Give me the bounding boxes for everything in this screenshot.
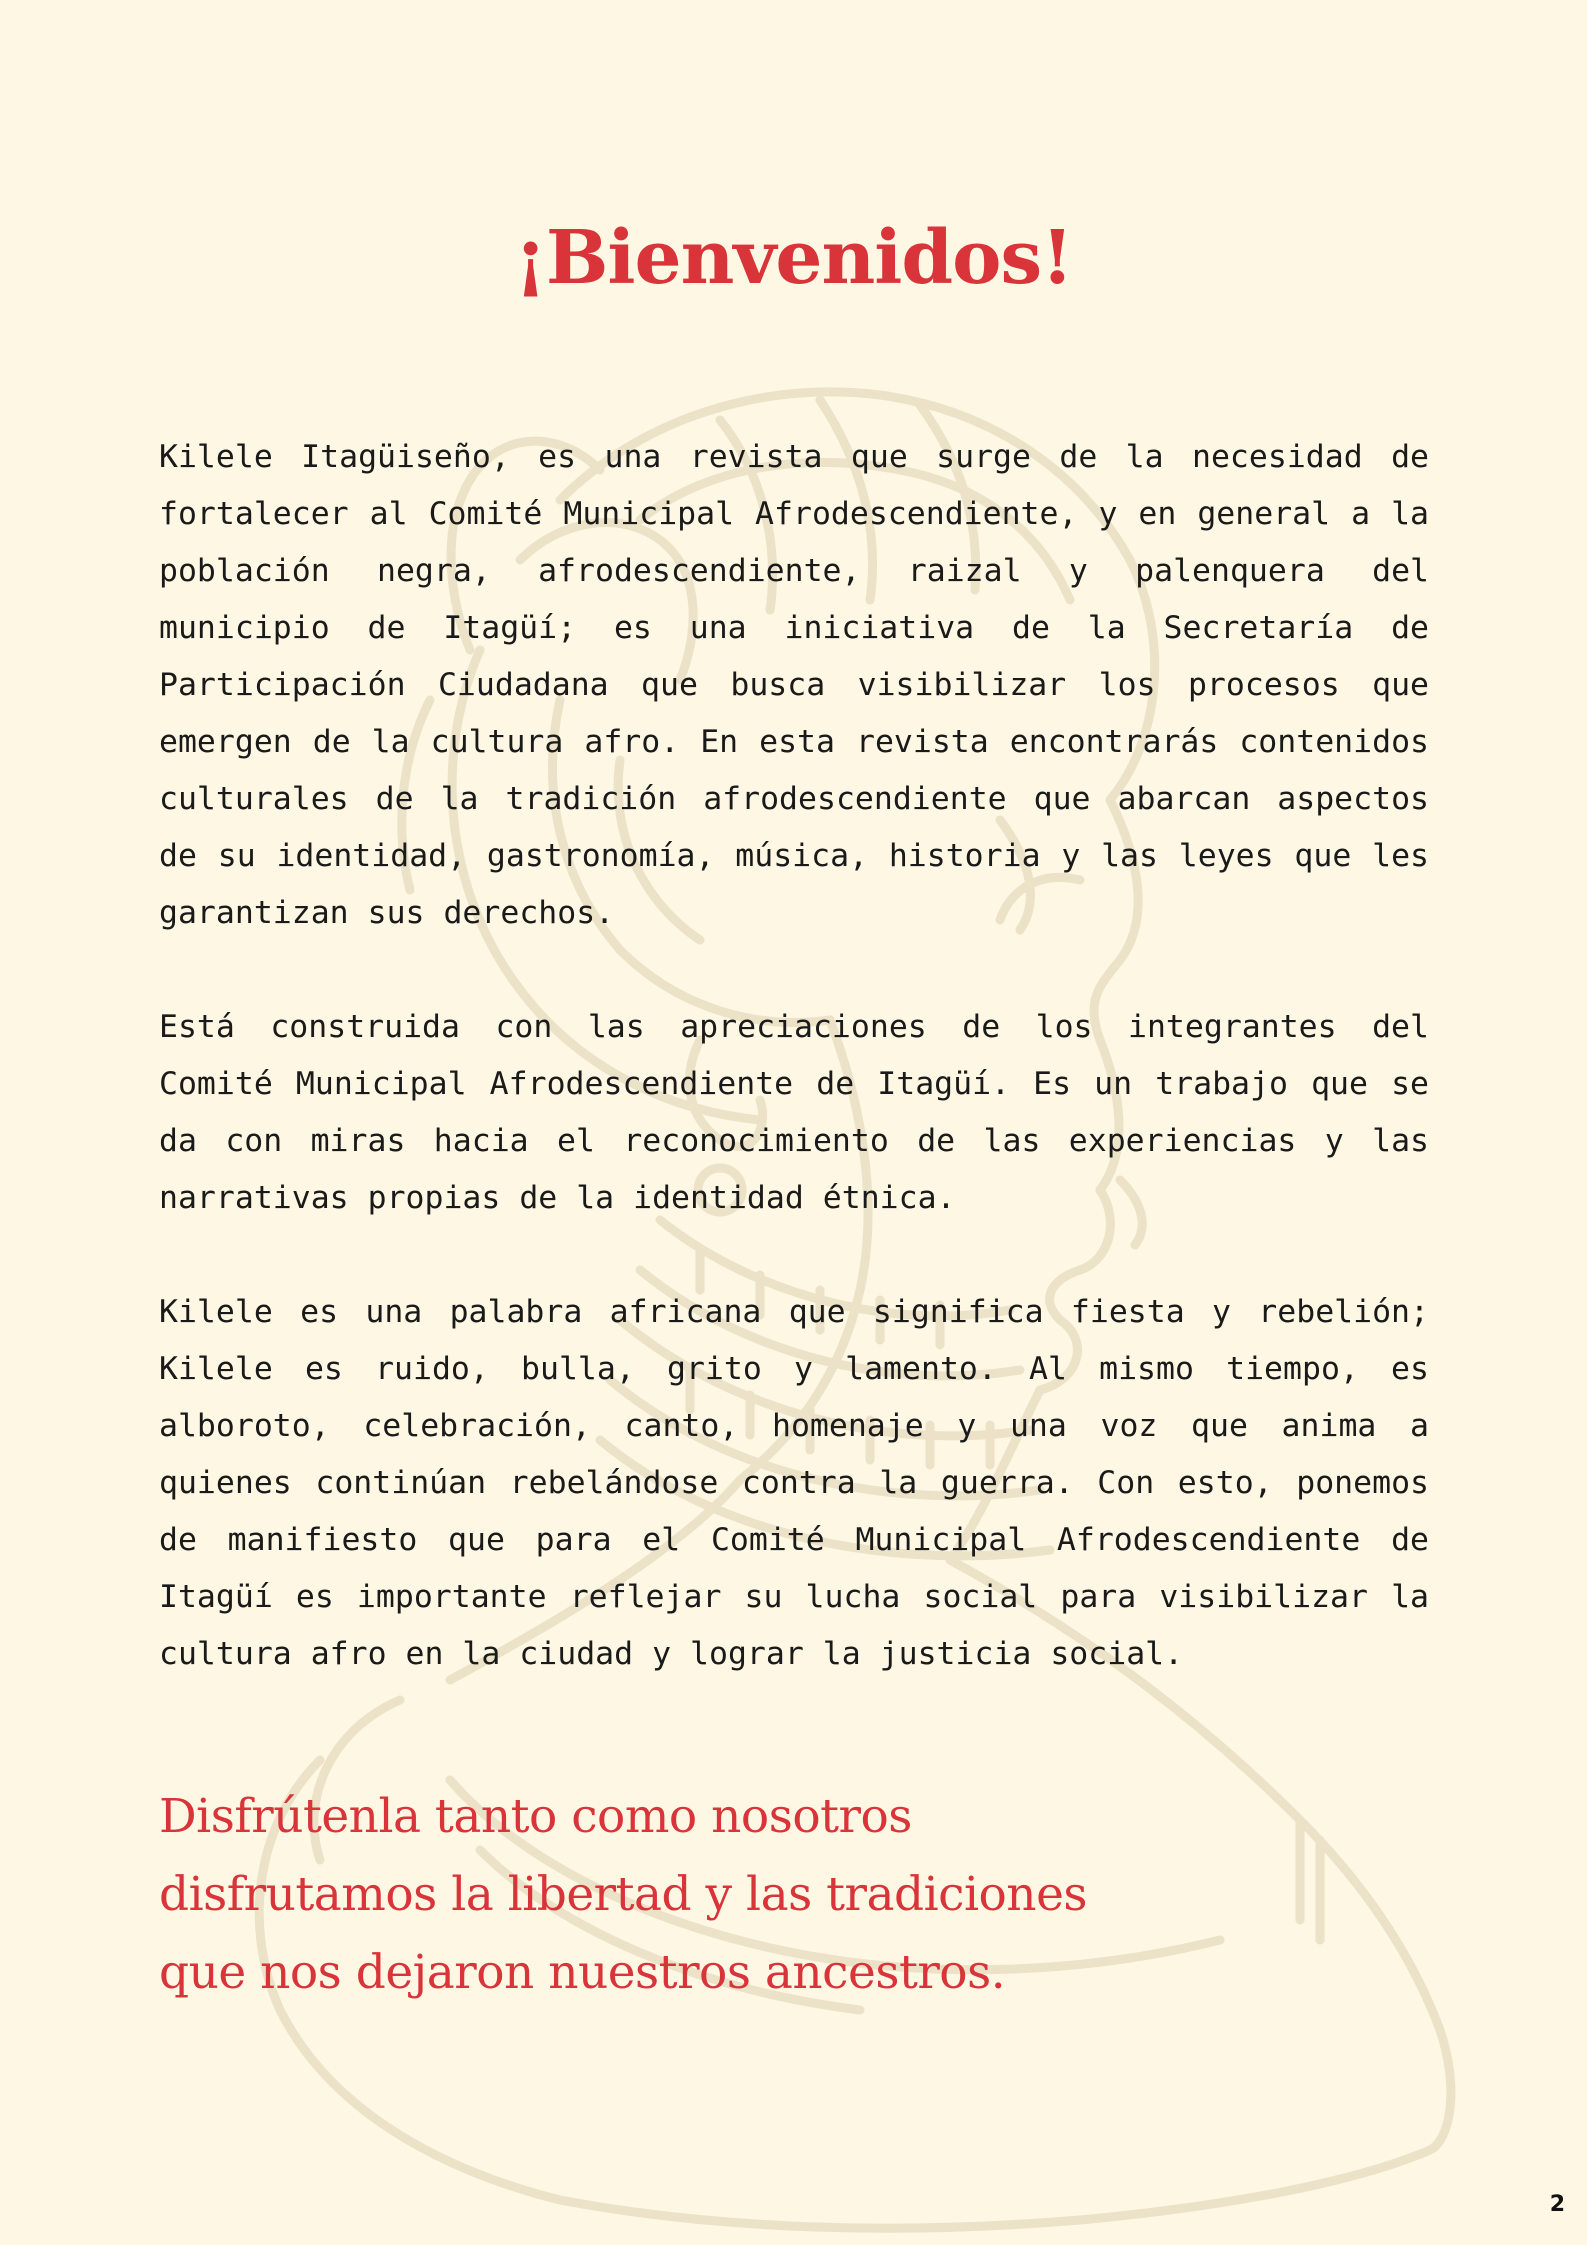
intro-paragraph: Kilele Itagüiseño, es una revista que surge de la necesidad de fortalecer al Comité Municipal Afrodescendiente, y en general a la población negra, afrodescendiente, raizal y palenquera del municipio de Itagüí; es una iniciativa de la Secretaría de Participación Ciudadana que busca visibilizar los procesos que emergen de la cultura afro. En esta revista encontrarás contenidos culturales de la tradición afrodescendiente que abarcan aspectos de su identidad, gastronomía, música, historia y las leyes que les garantizan sus derechos.: [159, 439, 1429, 931]
body-text: [159, 429, 1429, 1740]
construction-paragraph: Está construida con las apreciaciones de los integrantes del Comité Municipal Afrodescendiente de Itagüí. Es un trabajo que se da con miras hacia el reconocimiento de las experiencias y las narrativas propias de la identidad étnica.: [159, 1009, 1429, 1216]
kilele-meaning-paragraph: Kilele es una palabra africana que significa fiesta y rebelión; Kilele es ruido, bulla, grito y lamento. Al mismo tiempo, es alboroto, celebración, canto, homenaje y una voz que anima a quienes continúan rebelándose contra la guerra. Con esto, ponemos de manifiesto que para el Comité Municipal Afrodescendiente de Itagüí es importante reflejar su lucha social para visibilizar la cultura afro en la ciudad y lograr la justicia social.: [159, 1294, 1429, 1672]
closing-statement: Disfrútenla tanto como nosotros disfrutamos la libertad y las tradiciones que nos dejaron nuestros ancestros.: [159, 1789, 1088, 2000]
page-number: 2: [1549, 2192, 1565, 2217]
page-title: ¡Bienvenidos!: [514, 215, 1073, 301]
